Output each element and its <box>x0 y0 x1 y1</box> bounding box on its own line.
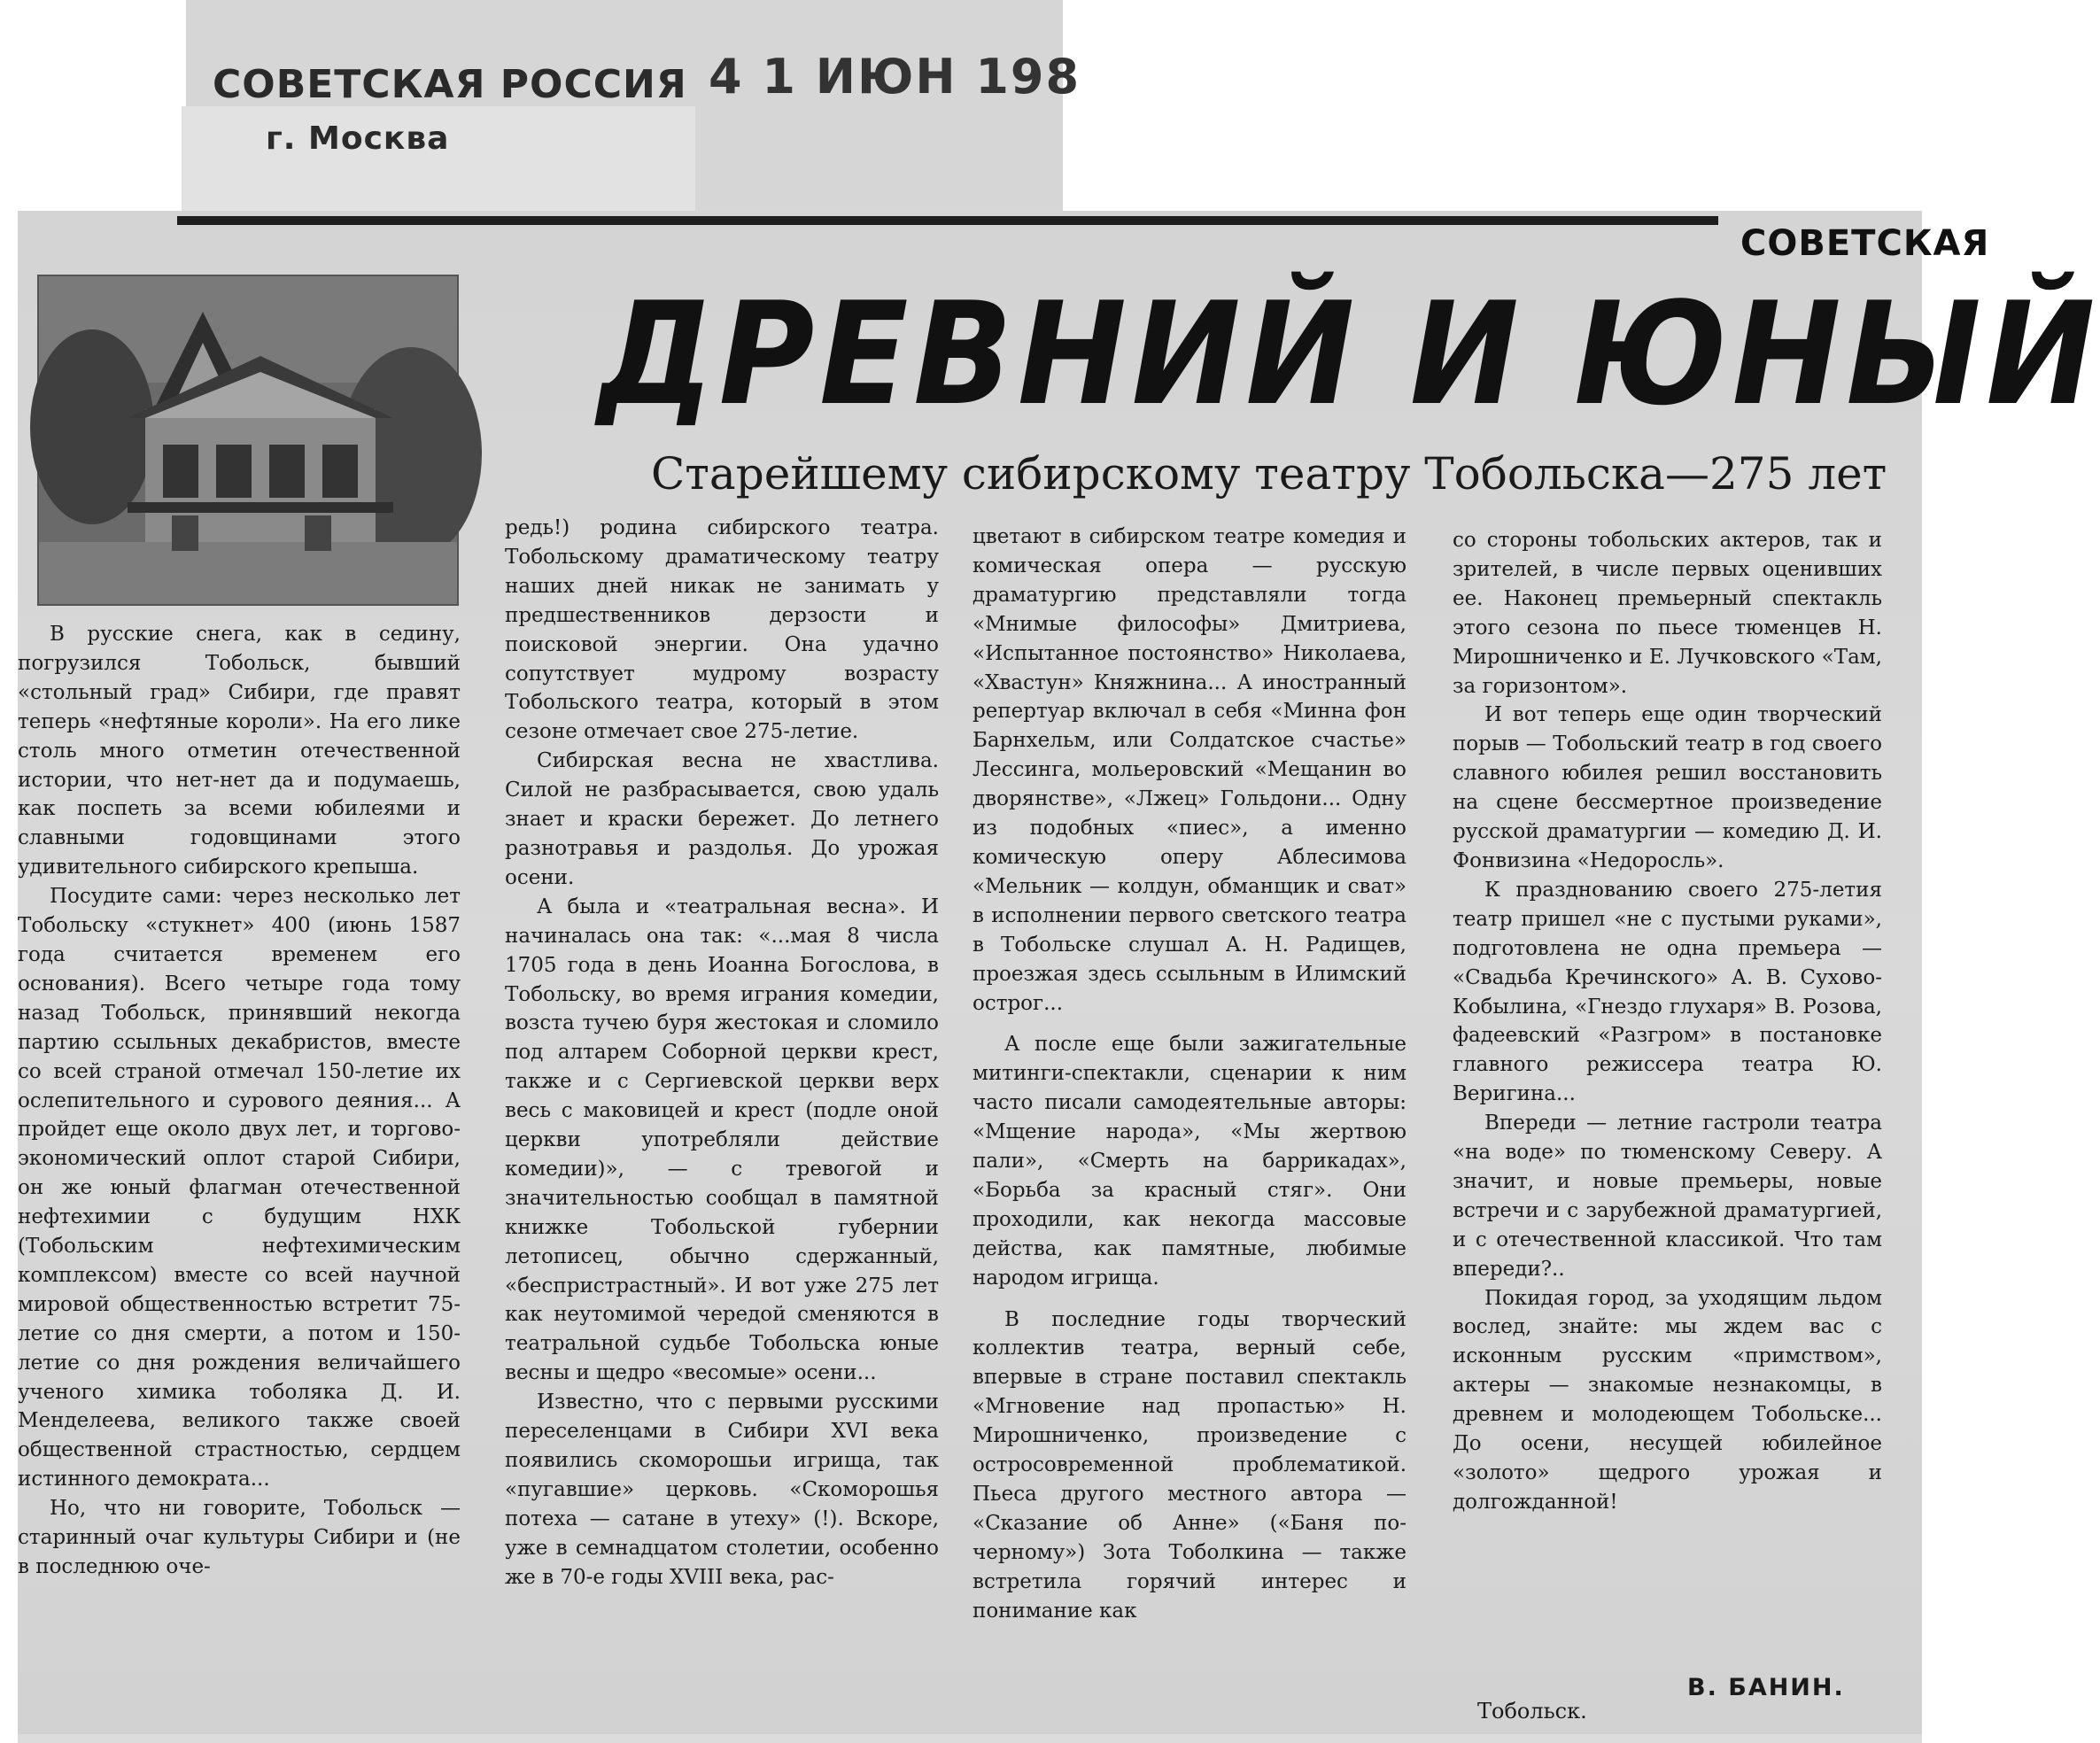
article-column-3 <box>973 523 1406 1626</box>
paragraph: И вот теперь еще один творческий порыв — Тобольский театр в год своего славного юбилея решил восстановить на сцене бессмертное произведение русской драматургии — комедию Д. И. Фонвизина «Недоросль». <box>1453 703 1882 872</box>
article-subheadline: Старейшему сибирскому театру Тобольска—275 лет <box>651 448 1887 500</box>
paragraph: цветают в сибирском театре комедия и комическая опера — русскую драматургию представляли тогда «Мнимые философы» Дмитриева, «Испытанное постоянство» Николаева, «Хвастун» Княжнина... А иностранный репертуар включал в себя «Минна фон Барнхельм, или Солдатское счастье» Лессинга, мольеровский «Мещанин во дворянстве», «Лжец» Гольдони... Одну из подобных «пиес», а именно комическую оперу Аблесимова «Мельник — колдун, обманщик и сват» в исполнении первого светского театра в Тобольске слушал А. Н. Радищев, проезжая здесь ссыльным в Илимский острог... <box>973 525 1406 1015</box>
article-headline: ДРЕВНИЙ И ЮНЫЙ <box>598 271 2100 437</box>
article-dateline: Тобольск. <box>1477 1699 1587 1724</box>
paragraph: Известно, что с первыми русскими переселенцами в Сибири XVI века появились скоморошьи игрища, так «пугавшие» церковь. «Скоморошья потеха — сатане в утеху» (!). Вскоре, уже в семнадцатом столетии, особенно же в 70-е годы XVIII века, рас- <box>505 1391 939 1589</box>
paragraph: Но, что ни говорите, Тобольск — старинный очаг культуры Сибири и (не в последнюю оче- <box>18 1497 461 1578</box>
paragraph: редь!) родина сибирского театра. Тобольскому драматическому театру наших дней никак не занимать у предшественников дерзости и поисковой энергии. Она удачно сопутствует мудрому возрасту Тобольского театра, который в этом сезоне отмечает свое 275-летие. <box>505 516 939 744</box>
author-signature: В. БАНИН. <box>1687 1674 1845 1701</box>
masthead-fragment: СОВЕТСКАЯ <box>1740 223 1990 264</box>
masthead-rule <box>177 216 1718 225</box>
paragraph: В последние годы творческий коллектив театра, верный себе, впервые в стране поставил спектакль «Мгновение над пропастью» Н. Мирошниченко, произведение с остросовременной проблематикой. Пьеса другого местного автора — «Сказание об Анне» («Баня по-черному») Зота Тоболкина — также встретила горячий интерес и понимание как <box>973 1307 1406 1623</box>
theatre-building-photo <box>37 275 459 606</box>
article-column-1 <box>18 620 461 1582</box>
stamp-date: 4 1 ИЮН 198 <box>709 49 1081 105</box>
paragraph: Покидая город, за уходящим льдом вослед, знайте: мы ждем вас с исконным русским «примством», актеры — знакомые незнакомцы, в древнем и молодеющем Тобольске... До осени, несущей юбилейное «золото» щедрого урожая и долгожданной! <box>1453 1286 1882 1514</box>
paragraph: со стороны тобольских актеров, так и зрителей, в числе первых оценивших ее. Наконец премьерный спектакль этого сезона по пьесе тюменцев Н. Мирошниченко и Е. Лучковского «Там, за горизонтом». <box>1453 529 1882 698</box>
article-column-4 <box>1453 526 1882 1517</box>
paragraph: А после еще были зажигательные митинги-спектакли, сценарии к ним часто писали самодеятельные авторы: «Мщение народа», «Мы жертвою пали», «Смерть на баррикадах», «Борьба за красный стяг». Они проходили, как некогда массовые действа, как памятные, любимые народом игрища. <box>973 1033 1406 1290</box>
stamp-city: г. Москва <box>266 120 450 157</box>
paragraph: Посудите сами: через несколько лет Тобольску «стукнет» 400 (июнь 1587 года считается временем его основания). Всего четыре года тому назад Тобольск, принявший некогда партию ссыльных декабристов, вместе со всей страной отмечал 150-летие их ослепительного и сурового деяния... А пройдет еще около двух лет, и торгово-экономический оплот старой Сибири, он же юный флагман отечественной нефтехимии с будущим НХК (Тобольским нефтехимическим комплексом) вместе со всей научной мировой общественностью встретит 75-летие со дня смерти, а потом и 150-летие со дня рождения величайшего ученого химика тоболяка Д. И. Менделеева, великого также своей общественной страстностью, сердцем истинного демократа... <box>18 885 461 1491</box>
paragraph: А была и «театральная весна». И начиналась она так: «...мая 8 числа 1705 года в день Иоанна Богослова, в Тобольску, во время играния комедии, возста тучею буря жестокая и сломило под алтарем Соборной церкви крест, также и с Сергиевской церкви верх весь с маковицей и крест (подле оной церкви употребляли действие комедии)», — с тревогой и значительностью сообщал в памятной книжке Тобольской губернии летописец, обычно сдержанный, «беспристрастный». И вот уже 275 лет как неутомимой чередой сменяются в театральной судьбе Тобольска юные весны и щедро «весомые» осени... <box>505 895 939 1385</box>
article-column-2 <box>505 514 939 1592</box>
paragraph: Впереди — летние гастроли театра «на воде» по тюменскому Северу. А значит, и новые премьеры, новые встречи и с зарубежной драматургией, и с отечественной классикой. Что там впереди?.. <box>1453 1112 1882 1281</box>
paragraph: К празднованию своего 275-летия театр пришел «не с пустыми руками», подготовлена не одна премьера — «Свадьба Кречинского» А. В. Сухово-Кобылина, «Гнездо глухаря» В. Розова, фадеевский «Разгром» в постановке главного режиссера театра Ю. Веригина... <box>1453 878 1882 1106</box>
theatre-building-illustration <box>39 276 457 604</box>
stamp-newspaper-name: СОВЕТСКАЯ РОССИЯ <box>213 62 687 107</box>
paragraph: В русские снега, как в седину, погрузился Тобольск, бывший «стольный град» Сибири, где правят теперь «нефтяные короли». На его лике столь много отметин отечественной истории, что нет-нет да и подумаешь, как поспеть за всеми юбилеями и славными годовщинами этого удивительного сибирского крепыша. <box>18 623 461 879</box>
paragraph: Сибирская весна не хвастлива. Силой не разбрасывается, свою удаль знает и краски бережет. До летнего разнотравья и раздолья. До урожая осени. <box>505 749 939 889</box>
